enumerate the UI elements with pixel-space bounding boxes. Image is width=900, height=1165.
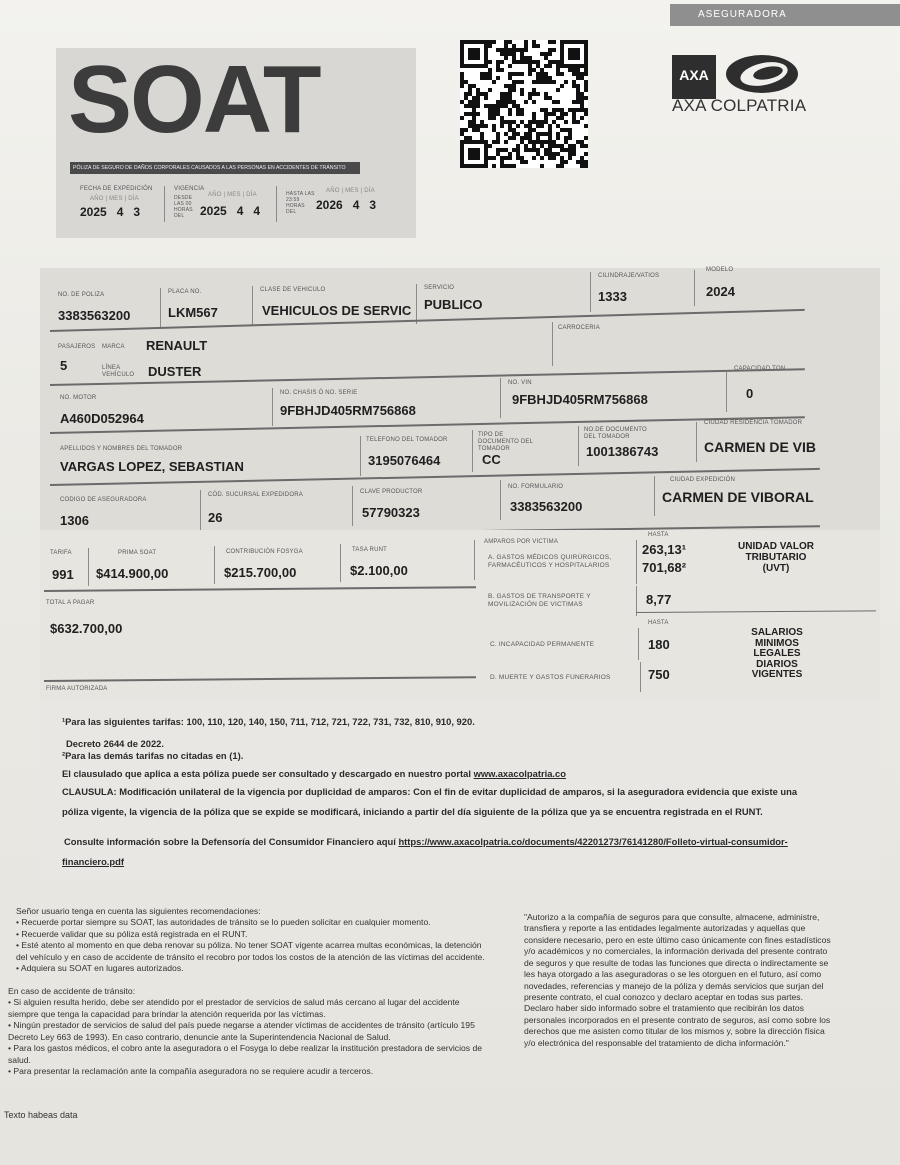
- accident-line: • Si alguien resulta herido, debe ser atendido por el prestador de servicios de salud más cercano al lugar del accidente: [8, 997, 460, 1008]
- validity-label: VIGENCIA: [174, 186, 205, 192]
- recommendation-line: • Esté atento al momento en que deba renovar su póliza. No tener SOAT vigente acarrea multas económicas, la detención: [16, 940, 482, 951]
- axa-logo-icon: AXA: [672, 55, 716, 99]
- premium-label: PRIMA SOAT: [118, 550, 157, 556]
- coverage-label: AMPAROS POR VICTIMA: [484, 539, 559, 545]
- coverage-a-value-2: 701,68²: [642, 560, 687, 575]
- fosyga-label: CONTRIBUCIÓN FOSYGA: [226, 549, 303, 555]
- coverage-a-label: A. GASTOS MÉDICOS QUIRÚRGICOS, FARMACÉUTICOS Y HOSPITALARIOS: [488, 554, 612, 570]
- habeas-line: novedades, referencias y manejo de la póliza y demás servicios que surjan del: [524, 980, 824, 991]
- smldv-unit: SALARIOS MINIMOS LEGALES DIARIOS VIGENTES: [751, 627, 803, 680]
- exp-city-label: CIUDAD EXPEDICIÓN: [670, 477, 736, 483]
- holder-docnum: 1001386743: [586, 444, 659, 459]
- valid-from-date: 2025 4 4: [200, 204, 261, 218]
- recommendation-line: • Adquiera su SOAT en lugares autorizados.: [16, 963, 184, 974]
- docnum-label: NO.DE DOCUMENTO DEL TOMADOR: [584, 427, 647, 441]
- runt-label: TASA RUNT: [352, 547, 388, 553]
- coverage-a-value-1: 263,13¹: [642, 542, 687, 557]
- coverage-b-label: B. GASTOS DE TRANSPORTE Y MOVILIZACIÓN DE VICTIMAS: [488, 593, 591, 609]
- motor-label: NO. MOTOR: [60, 395, 97, 401]
- from-label: DESDE LAS 00 HORAS DEL: [174, 195, 193, 219]
- holder-city: CARMEN DE VIB: [704, 439, 817, 455]
- vehicle-make: RENAULT: [146, 338, 208, 353]
- qr-code-icon: [460, 40, 588, 168]
- form-number: 3383563200: [510, 499, 583, 514]
- line-label: LÍNEA VEHÍCULO: [102, 365, 135, 379]
- habeas-data-label: Texto habeas data: [4, 1110, 78, 1120]
- make-label: MARCA: [102, 344, 125, 350]
- clause-intro: El clausulado que aplica a esta póliza puede ser consultado y descargado en nuestro portal www.axacolpatria.co: [62, 768, 566, 779]
- note-2: ²Para las demás tarifas no citadas en (1).: [62, 750, 244, 761]
- cylinder-label: CILINDRAJE/VATIOS: [598, 273, 660, 279]
- document-title: SOAT: [68, 46, 320, 153]
- issue-ymd-labels: AÑO | MES | DÍA: [90, 196, 139, 202]
- coverage-d-label: D. MUERTE Y GASTOS FUNERARIOS: [490, 674, 611, 681]
- chassis-number: 9FBHJD405RM756868: [280, 403, 416, 418]
- policy-number-label: NO. DE POLIZA: [58, 292, 105, 298]
- chassis-label: NO. CHASIS Ó NO. SERIE: [280, 390, 358, 396]
- accident-line: salud.: [8, 1054, 31, 1065]
- holder-phone: 3195076464: [368, 453, 441, 468]
- habeas-line: Declaro haber sido informado sobre el tratamiento que recibirán los datos: [524, 1003, 804, 1014]
- clause-line-2: póliza vigente, la vigencia de la póliza que se expide se modificará, iniciando a partir del día siguiente de la póliza que ya se encuentra registrada en el RUNT.: [62, 806, 763, 817]
- habeas-line: y/o académicos y no comerciales, la información derivada del presente contrato: [524, 946, 828, 957]
- document-subtitle: PÓLIZA DE SEGURO DE DAÑOS CORPORALES CAUSADOS A LAS PERSONAS EN ACCIDENTES DE TRÁNSITO: [70, 162, 360, 174]
- rate-code: 991: [52, 567, 74, 582]
- recommendation-line: • Recuerde validar que su póliza está registrada en el RUNT.: [16, 928, 248, 939]
- model-label: MODELO: [706, 267, 734, 273]
- plate-label: PLACA NO.: [168, 289, 202, 295]
- insurer-tag: ASEGURADORA: [670, 4, 900, 26]
- vin-label: NO. VIN: [508, 380, 532, 386]
- accident-line: siempre que tenga la capacidad para brindar la atención requerida por las víctimas.: [8, 1008, 326, 1019]
- consumer-intro: Consulte información sobre la Defensoría del Consumidor Financiero aquí https://www.axacolpatria.co/documents/42201273/76141280/Folleto-virtual-consumidor-: [64, 836, 788, 847]
- recommendation-line: Señor usuario tenga en cuenta las siguientes recomendaciones:: [16, 906, 261, 916]
- model-year: 2024: [706, 284, 735, 299]
- uvt-unit: UNIDAD VALOR TRIBUTARIO (UVT): [738, 541, 814, 574]
- habeas-line: les haya otorgado a las aseguradoras o se les otorguen en el futuro, así como: [524, 969, 822, 980]
- clause-link[interactable]: www.axacolpatria.co: [473, 768, 566, 779]
- holder-name: VARGAS LOPEZ, SEBASTIAN: [60, 459, 244, 474]
- colpatria-swirl-icon: [722, 52, 802, 96]
- accident-line: Decreto Ley 663 de 1993). En caso contrario, denuncie ante la Superintendencia Nacional de Salud.: [8, 1031, 391, 1042]
- accident-line: • Para los gastos médicos, el cobro ante la aseguradora o el Fosyga lo debe realizar la institución prestadora de servicios de: [8, 1043, 483, 1054]
- habeas-line: presente contrato, el cual conozco y declaro aceptar en todas sus partes.: [524, 991, 803, 1002]
- passengers: 5: [60, 358, 68, 373]
- plate-number: LKM567: [168, 305, 218, 320]
- accident-line: En caso de accidente de tránsito:: [8, 986, 136, 996]
- capacity-tons: 0: [746, 386, 754, 401]
- vehicle-class: VEHICULOS DE SERVIC: [262, 303, 412, 318]
- coverage-hasta-1: HASTA: [648, 532, 669, 538]
- note-1: ¹Para las siguientes tarifas: 100, 110, 120, 140, 150, 711, 712, 721, 722, 731, 732, 810, 910, 920.: [62, 716, 475, 727]
- coverage-d-value: 750: [648, 667, 670, 682]
- signature-label: FIRMA AUTORIZADA: [46, 686, 108, 692]
- policy-number: 3383563200: [58, 308, 131, 323]
- recommendation-line: del vehículo y en caso de accidente de tránsito el recobro por todos los costos de la atención de las víctimas del accidente.: [16, 951, 485, 962]
- accident-line: • Para presentar la reclamación ante la compañía aseguradora no se requiere acudir a terceros.: [8, 1065, 374, 1076]
- producer-code: 57790323: [362, 505, 420, 520]
- habeas-data-text: [524, 912, 864, 1049]
- accident-line: • Ningún prestador de servicios de salud del país puede negarse a atender víctimas de accidentes de tránsito (artículo 195: [8, 1020, 475, 1031]
- accident-instructions: [8, 986, 518, 1077]
- vehicle-class-label: CLASE DE VEHICULO: [260, 287, 326, 293]
- vin-number: 9FBHJD405RM756868: [512, 392, 648, 407]
- clause-line-1: CLAUSULA: Modificación unilateral de la vigencia por duplicidad de amparos: Con el fin de evitar duplicidad de amparos, si la aseguradora evidencia que existe una: [62, 786, 798, 797]
- phone-label: TELEFONO DEL TOMADOR: [366, 437, 448, 443]
- holder-doctype: CC: [482, 452, 501, 467]
- body-label: CARROCERIA: [558, 325, 601, 331]
- fosyga-value: $215.700,00: [224, 565, 297, 580]
- consumer-link[interactable]: https://www.axacolpatria.co/documents/42201273/76141280/Folleto-virtual-consumidor-: [398, 836, 788, 847]
- habeas-line: y/o electrónica del responsable del tratamiento de dicha información.": [524, 1037, 789, 1048]
- passengers-label: PASAJEROS: [58, 344, 96, 350]
- doctype-label: TIPO DE DOCUMENTO DEL TOMADOR: [478, 432, 533, 453]
- habeas-line: transfiera y reporte a las entidades legalmente autorizadas y aquellas que: [524, 923, 806, 934]
- habeas-line: personales incorporados en el presente contrato de seguros, así como sobre los: [524, 1014, 831, 1025]
- rate-label: TARIFA: [50, 550, 72, 556]
- habeas-line: de seguros y que resulte de todas las funciones que directa o indirectamente se: [524, 957, 829, 968]
- insurer-code-label: CODIGO DE ASEGURADORA: [60, 497, 147, 503]
- premium-value: $414.900,00: [96, 566, 169, 581]
- motor-number: A460D052964: [60, 411, 144, 426]
- habeas-line: considere necesario, pero en este último caso únicamente con fines estadísticos: [524, 934, 831, 945]
- service-label: SERVICIO: [424, 285, 455, 291]
- service-type: PUBLICO: [424, 297, 483, 312]
- valid-to-date: 2026 4 3: [316, 198, 377, 212]
- city-label: CIUDAD RESIDENCIA TOMADOR: [704, 420, 803, 426]
- vehicle-line: DUSTER: [148, 364, 202, 379]
- producer-label: CLAVE PRODUCTOR: [360, 489, 423, 495]
- coverage-b-value: 8,77: [646, 592, 672, 607]
- to-label: HASTA LAS 23:59 HORAS DEL: [286, 191, 315, 215]
- from-ymd-labels: AÑO | MES | DÍA: [208, 192, 257, 198]
- user-recommendations: [16, 906, 516, 975]
- consumer-link-cont[interactable]: financiero.pdf: [62, 856, 124, 867]
- habeas-line: derechos que me asisten como titular de los mismos y, sobre la dirección física: [524, 1026, 825, 1037]
- issue-date-label: FECHA DE EXPEDICIÓN: [80, 186, 153, 192]
- branch-code: 26: [208, 510, 223, 525]
- coverage-c-value: 180: [648, 637, 670, 652]
- habeas-line: "Autorizo a la compañía de seguros para que consulte, almacene, administre,: [524, 912, 820, 922]
- note-1-decree: Decreto 2644 de 2022.: [66, 738, 164, 749]
- branch-label: CÓD. SUCURSAL EXPEDIDORA: [208, 492, 303, 498]
- total-value: $632.700,00: [50, 621, 123, 636]
- form-number-label: NO. FORMULARIO: [508, 484, 564, 490]
- exp-city: CARMEN DE VIBORAL: [662, 489, 814, 505]
- cylinder-capacity: 1333: [598, 289, 627, 304]
- insurer-code: 1306: [60, 513, 89, 528]
- total-label: TOTAL A PAGAR: [46, 600, 95, 606]
- coverage-hasta-2: HASTA: [648, 620, 669, 626]
- runt-value: $2.100,00: [350, 563, 408, 578]
- brand-name: AXA COLPATRIA: [672, 96, 807, 115]
- holder-label: APELLIDOS Y NOMBRES DEL TOMADOR: [60, 446, 183, 452]
- to-ymd-labels: AÑO | MES | DÍA: [326, 188, 375, 194]
- recommendation-line: • Recuerde portar siempre su SOAT, las autoridades de tránsito se lo pueden solicitar en cualquier momento.: [16, 917, 431, 928]
- issue-date: 2025 4 3: [80, 205, 141, 219]
- coverage-c-label: C. INCAPACIDAD PERMANENTE: [490, 641, 595, 648]
- qr-code: [460, 40, 588, 168]
